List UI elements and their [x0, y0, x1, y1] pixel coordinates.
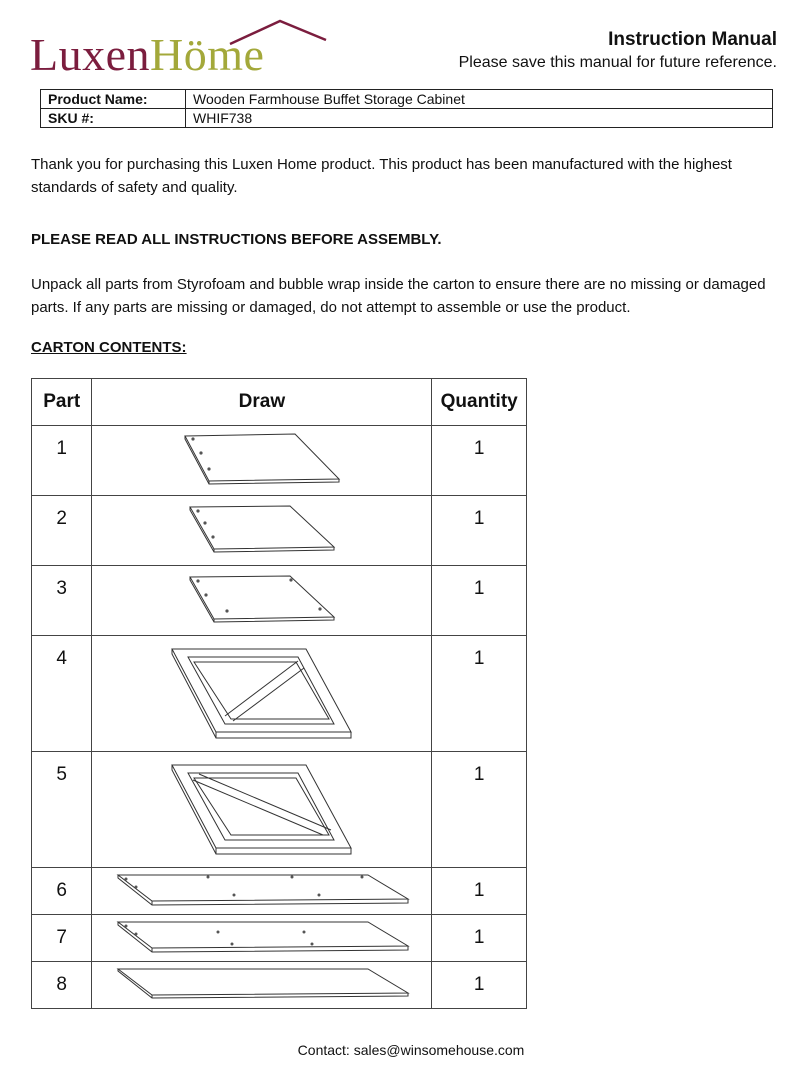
part-quantity: 1 — [432, 426, 527, 496]
panel-drawing-part-3 — [187, 573, 337, 629]
table-row — [32, 915, 527, 962]
part-drawing-cell — [92, 752, 432, 868]
parts-header-row — [32, 379, 527, 426]
panel-drawing-part-1 — [182, 431, 342, 491]
back-panel-drawing-part-8 — [114, 965, 410, 1005]
logo-word-luxen: Luxen — [30, 29, 151, 80]
part-quantity: 1 — [432, 915, 527, 962]
part-quantity: 1 — [432, 566, 527, 636]
product-name-label: Product Name: — [41, 90, 186, 109]
part-number: 6 — [32, 868, 92, 915]
intro-paragraph: Thank you for purchasing this Luxen Home product. This product has been manufactured with the highest standards of safety and quality. — [31, 156, 732, 196]
contact-email: Contact: sales@winsomehouse.com — [297, 1042, 525, 1058]
door-frame-drawing-part-4 — [169, 644, 355, 744]
carton-contents-heading: CARTON CONTENTS: — [31, 339, 187, 356]
table-row — [32, 752, 527, 868]
document-subtitle: Please save this manual for future reference. — [458, 54, 777, 71]
product-info-table — [40, 89, 773, 128]
table-row — [32, 496, 527, 566]
part-number: 2 — [32, 496, 92, 566]
assembly-warning: PLEASE READ ALL INSTRUCTIONS BEFORE ASSEMBLY. — [31, 231, 442, 248]
sku-row — [41, 109, 773, 128]
quantity-column-header: Quantity — [432, 379, 527, 426]
part-drawing-cell — [92, 566, 432, 636]
part-number: 4 — [32, 636, 92, 752]
sku-value: WHIF738 — [186, 109, 773, 128]
part-drawing-cell — [92, 496, 432, 566]
product-name-row — [41, 90, 773, 109]
part-quantity: 1 — [432, 636, 527, 752]
panel-drawing-part-2 — [187, 503, 337, 559]
brand-logo — [30, 18, 300, 80]
part-column-header: Part — [32, 379, 92, 426]
shelf-drawing-part-6 — [114, 871, 410, 911]
table-row — [32, 566, 527, 636]
shelf-drawing-part-7 — [114, 918, 410, 958]
table-row — [32, 426, 527, 496]
part-quantity: 1 — [432, 752, 527, 868]
product-name-value: Wooden Farmhouse Buffet Storage Cabinet — [186, 90, 773, 109]
part-number: 5 — [32, 752, 92, 868]
part-number: 7 — [32, 915, 92, 962]
part-number: 3 — [32, 566, 92, 636]
parts-table — [31, 378, 527, 1009]
door-frame-drawing-part-5 — [169, 760, 355, 860]
table-row — [32, 962, 527, 1009]
part-number: 1 — [32, 426, 92, 496]
draw-column-header: Draw — [92, 379, 432, 426]
table-row — [32, 868, 527, 915]
table-row — [32, 636, 527, 752]
document-title: Instruction Manual — [608, 29, 777, 50]
part-quantity: 1 — [432, 868, 527, 915]
unpack-paragraph: Unpack all parts from Styrofoam and bubble wrap inside the carton to ensure there are no missing or damaged parts. If any parts are missing or damaged, do not attempt to assemble or use the product. — [31, 276, 766, 316]
part-quantity: 1 — [432, 962, 527, 1009]
part-drawing-cell — [92, 426, 432, 496]
part-drawing-cell — [92, 962, 432, 1009]
part-number: 8 — [32, 962, 92, 1009]
part-drawing-cell — [92, 868, 432, 915]
sku-label: SKU #: — [41, 109, 186, 128]
part-drawing-cell — [92, 915, 432, 962]
part-quantity: 1 — [432, 496, 527, 566]
logo-word-home: Höme — [150, 29, 265, 80]
part-drawing-cell — [92, 636, 432, 752]
